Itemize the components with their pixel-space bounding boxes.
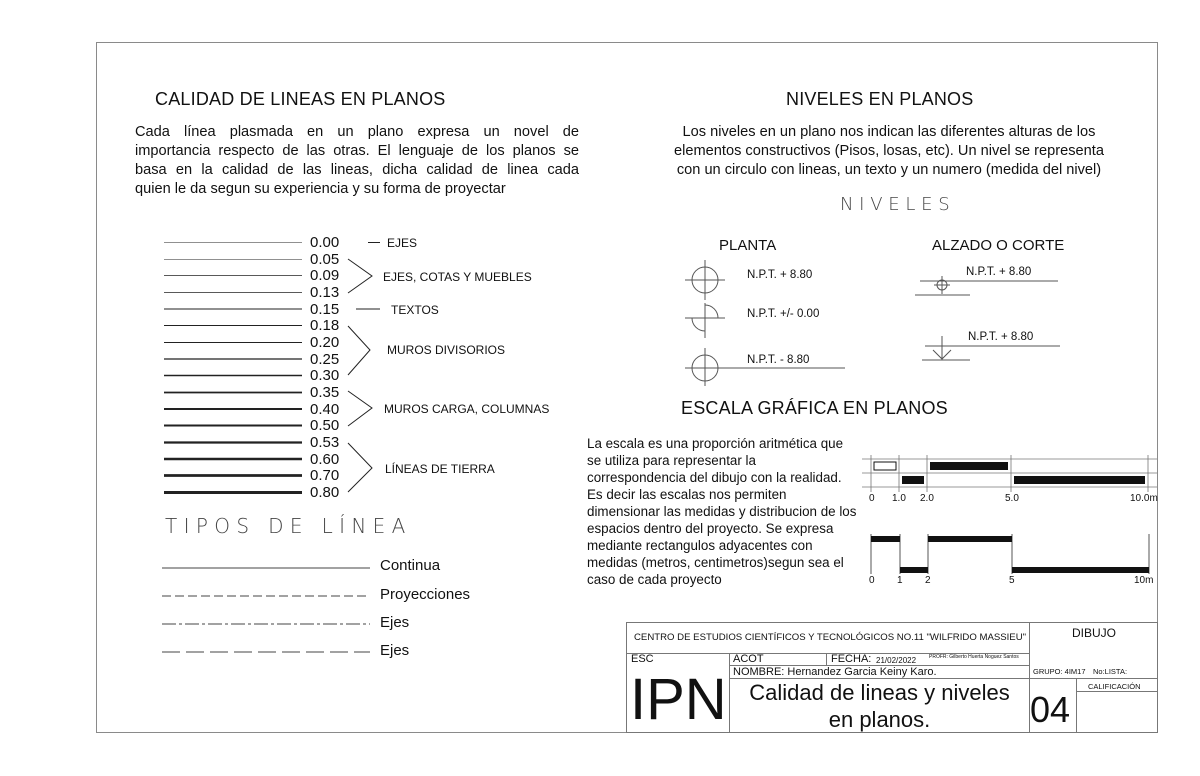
line-weight-label: 0.18 [310,317,340,334]
line-weights-diagram [150,230,380,505]
esc-label: ESC [631,653,654,665]
bracket-tierra [348,443,372,492]
calidad-paragraph-line: importancia respecto de las otras. El lenguaje de los planos se [135,143,579,159]
line-weight-label: 0.40 [310,401,340,418]
niveles-paragraph-line: elementos constructivos (Pisos, losas, etc). Un nivel se representa [674,143,1104,159]
level-symbol-section-1 [915,276,1058,295]
escala-paragraph [587,435,867,588]
level-symbol-plan-1 [685,260,725,300]
scale1-label: 2.0 [920,493,934,504]
calidad-paragraph [135,123,579,199]
bracket-muros-carga [348,391,372,426]
student-name: NOMBRE: Hernandez Garcia Keiny Karo. [733,666,937,678]
line-type-label: Proyecciones [380,586,471,603]
scale2-label: 0 [869,575,875,586]
drawing-title [729,679,1030,733]
bracket-ejes-cotas [348,259,372,293]
scale2-label: 10m [1134,575,1154,586]
planta-level-label: N.P.T. +/- 0.00 [747,308,820,320]
escala-paragraph-line: caso de cada proyecto [587,572,722,587]
calidad-paragraph-line: basa en la calidad de las lineas, dicha calidad de linea cada [135,162,579,178]
group-label-textos: TEXTOS [391,303,439,317]
acot-label: ACOT [733,653,764,665]
scale2-label: 2 [925,575,931,586]
planta-title: PLANTA [719,237,777,254]
sheet-number: 04 [1030,689,1071,730]
alzado-level-label: N.P.T. + 8.80 [968,331,1034,343]
ipn-logo: IPN [630,667,727,732]
drawing-title-line: Calidad de lineas y niveles [749,680,1010,705]
tipos-title: T I P O S D E L Í N E A [165,514,406,538]
subject-name: DIBUJO [1072,626,1117,640]
niveles-title: NIVELES EN PLANOS [786,89,974,109]
line-weight-label: 0.80 [310,484,340,501]
fecha-label: FECHA: [831,653,872,665]
line-weight-label: 0.20 [310,334,340,351]
niveles-subtitle: N I V E L E S [840,194,950,215]
line-weight-label: 0.35 [310,384,340,401]
scale1-label: 10.0m [1130,493,1158,504]
calidad-paragraph-line: Cada línea plasmada en un plano expresa un novel de [135,124,579,140]
line-type-label: Ejes [380,642,410,659]
calificacion-label: CALIFICACIÓN [1088,682,1141,691]
escala-paragraph-line: Es decir las escalas nos permiten [587,487,787,502]
fecha-value: 21/02/2022 [876,656,917,665]
niveles-paragraph-line: Los niveles en un plano nos indican las diferentes alturas de los [682,124,1096,140]
group-label-muros-div: MUROS DIVISORIOS [387,343,506,357]
planta-level-label: N.P.T. - 8.80 [747,354,810,366]
profesor-name: PROFR: Gilberto Huerta Noguez Santos [929,654,1019,660]
scale1-label: 5.0 [1005,493,1019,504]
group-label-ejes-cotas: EJES, COTAS Y MUEBLES [383,270,532,284]
bracket-muros-div [348,326,370,375]
line-types-diagram [160,558,375,658]
group-label-tierra: LÍNEAS DE TIERRA [385,462,495,476]
line-weight-label: 0.15 [310,301,340,318]
planta-level-label: N.P.T. + 8.80 [747,269,813,281]
scale2-label: 1 [897,575,903,586]
line-weight-label: 0.25 [310,351,340,368]
escala-paragraph-line: correspondencia del dibujo con la realidad. [587,470,842,485]
line-weight-label: 0.00 [310,234,340,251]
line-type-label: Continua [380,557,441,574]
line-weight-label: 0.60 [310,451,340,468]
scale1-label: 1.0 [892,493,906,504]
graphic-scale-2 [868,532,1168,576]
scale2-label: 5 [1009,575,1015,586]
scale1-label: 0 [869,493,875,504]
escala-paragraph-line: dimensionar las medidas y distribucion de los [587,504,857,519]
line-weight-label: 0.50 [310,417,340,434]
calidad-paragraph-line: quien le da segun su experiencia y su forma de proyectar [135,181,506,197]
alzado-level-label: N.P.T. + 8.80 [966,266,1032,278]
escala-paragraph-line: se utiliza para representar la [587,453,756,468]
escala-paragraph-line: mediante rectangulos adyacentes con [587,538,813,553]
graphic-scale-1 [862,452,1162,494]
escala-paragraph-line: medidas (metros, centimetros)segun sea el [587,555,844,570]
line-weight-label: 0.70 [310,467,340,484]
line-weight-label: 0.13 [310,284,340,301]
grupo-label: GRUPO: 4IM17 [1033,667,1086,676]
escala-title: ESCALA GRÁFICA EN PLANOS [681,398,948,418]
nolista-label: No:LISTA: [1093,667,1128,676]
group-label-muros-carga: MUROS CARGA, COLUMNAS [384,402,550,416]
niveles-paragraph-line: con un circulo con lineas, un texto y un numero (medida del nivel) [676,162,1102,178]
school-name: CENTRO DE ESTUDIOS CIENTÍFICOS Y TECNOLÓGICOS NO.11 "WILFRIDO MASSIEU" [634,632,1027,643]
alzado-title: ALZADO O CORTE [932,237,1065,254]
group-label-ejes: EJES [387,236,418,250]
escala-paragraph-line: La escala es una proporción aritmética que [587,436,844,451]
line-weight-label: 0.05 [310,251,340,268]
escala-paragraph-line: espacios dentro del proyecto. Se expresa [587,521,834,536]
line-weight-label: 0.53 [310,434,340,451]
level-symbol-plan-2 [685,303,725,338]
drawing-title-line: en planos. [828,707,931,732]
niveles-paragraph [645,123,1133,180]
line-weight-label: 0.09 [310,267,340,284]
line-weight-label: 0.30 [310,367,340,384]
calidad-title: CALIDAD DE LINEAS EN PLANOS [155,89,446,109]
line-type-label: Ejes [380,614,410,631]
